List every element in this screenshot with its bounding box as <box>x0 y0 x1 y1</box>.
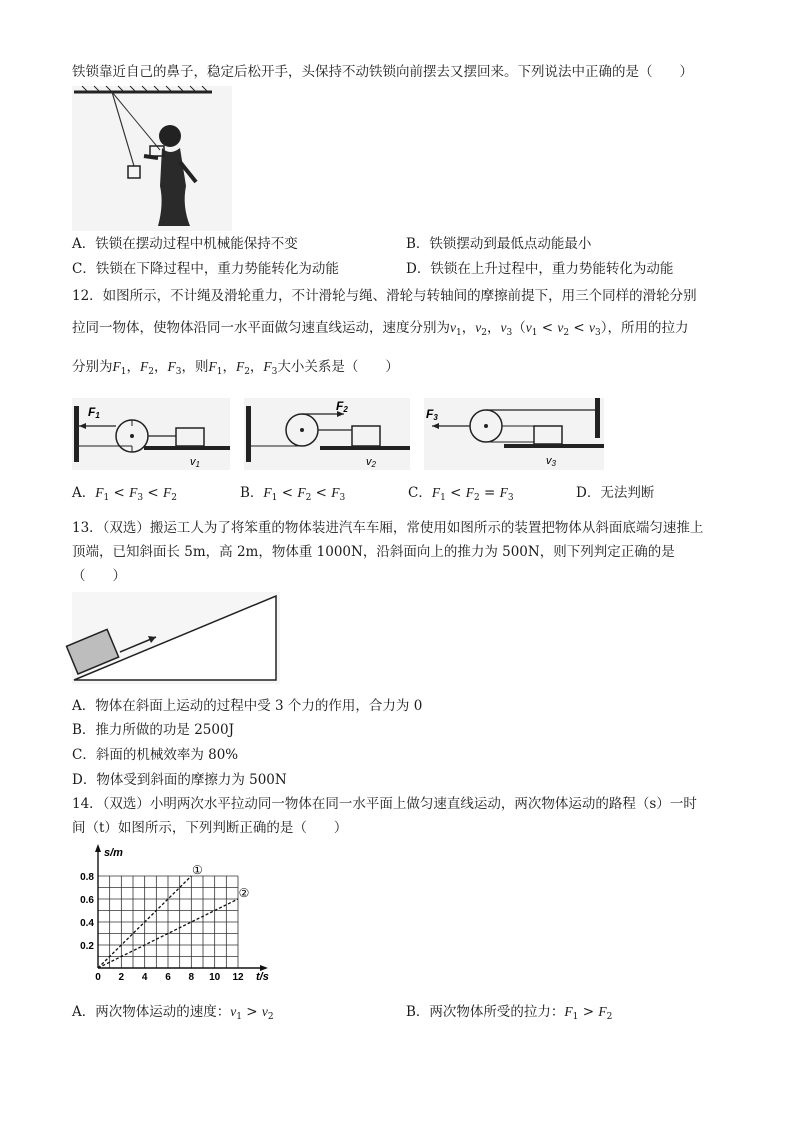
x-axis-label: t/s <box>256 971 269 983</box>
q14-stem-line1: 14．（双选）小明两次水平拉动同一物体在同一水平面上做匀速直线运动，两次物体运动的路程（s）一时 <box>72 796 697 812</box>
f3-label: F3 <box>426 407 438 422</box>
q11-option-a: A．铁锁在摆动过程中机械能保持不变 <box>72 236 298 252</box>
q12-option-c: C．$F_1 < F_2 = F_3$ <box>408 485 514 503</box>
q14-st-chart <box>72 842 282 982</box>
x-tick-label: 10 <box>209 972 221 983</box>
y-tick-label: 0.6 <box>80 895 94 906</box>
q14-stem-line2: 间（t）如图所示，下列判断正确的是（ ） <box>72 820 348 836</box>
q14-option-b: B．两次物体所受的拉力：$F_1 > F_2$ <box>406 1004 613 1022</box>
x-tick-label: 2 <box>118 972 125 983</box>
series-label-1: ① <box>191 863 203 877</box>
q13-incline-figure <box>72 592 280 684</box>
x-tick-label: 4 <box>141 972 148 983</box>
q12-pulley-figure-3 <box>424 398 604 470</box>
q13-option-d: D．物体受到斜面的摩擦力为 500N <box>72 772 287 788</box>
y-tick-label: 0.4 <box>80 918 94 929</box>
q14-option-a: A．两次物体运动的速度：$v_1 > v_2$ <box>72 1004 274 1022</box>
x-tick-label: 6 <box>165 972 171 983</box>
y-tick-label: 0.8 <box>80 872 94 883</box>
q12-option-b: B．$F_1 < F_2 < F_3$ <box>240 485 346 503</box>
q12-option-d: D．无法判断 <box>576 485 655 501</box>
v1-label: v1 <box>190 456 200 469</box>
q12-pulley-figure-1 <box>72 398 230 470</box>
q11-option-c: C．铁锁在下降过程中，重力势能转化为动能 <box>72 261 339 277</box>
q11-stem: 铁锁靠近自己的鼻子，稳定后松开手，头保持不动铁锁向前摆去又摆回来。下列说法中正确的是（ ） <box>72 64 693 80</box>
q11-option-b: B．铁锁摆动到最低点动能最小 <box>406 236 592 252</box>
v2-label: v2 <box>366 456 376 469</box>
y-axis-arrow <box>95 844 101 852</box>
f2-label: F2 <box>336 399 348 414</box>
q13-option-c: C．斜面的机械效率为 80% <box>72 747 239 763</box>
q12-pulley-figure-2 <box>244 398 410 470</box>
q11-option-d: D．铁锁在上升过程中，重力势能转化为动能 <box>406 261 674 277</box>
series-label-2: ② <box>238 886 250 900</box>
v3-label: v3 <box>546 455 556 468</box>
q12-stem-line1: 12．如图所示，不计绳及滑轮重力，不计滑轮与绳、滑轮与转轴间的摩擦前提下，用三个同样的滑轮分别 <box>72 288 697 304</box>
x-tick-label: 8 <box>188 972 195 983</box>
y-tick-label: 0.2 <box>80 941 94 952</box>
q13-stem-line1: 13．（双选）搬运工人为了将笨重的物体装进汽车车厢，常使用如图所示的装置把物体从斜面底端匀速推上 <box>72 520 704 536</box>
x-tick-label: 12 <box>232 972 244 983</box>
f1-label: F1 <box>88 405 100 420</box>
q13-option-b: B．推力所做的功是 2500J <box>72 722 234 738</box>
q12-stem-line3: 分别为$F_1$，$F_2$，$F_3$，则$F_1$，$F_2$，$F_3$大小关系是（ ） <box>72 359 399 377</box>
q13-option-a: A．物体在斜面上运动的过程中受 3 个力的作用，合力为 0 <box>72 698 423 714</box>
q13-stem-line2: 顶端，已知斜面长 5m，高 2m，物体重 1000N，沿斜面向上的推力为 500N，则下列判定正确的是 <box>72 544 675 560</box>
q13-stem-line3: （ ） <box>72 568 126 584</box>
q11-pendulum-figure <box>72 86 232 231</box>
q12-option-a: A．$F_1 < F_3 < F_2$ <box>72 485 178 503</box>
y-axis-label: s/m <box>104 847 123 859</box>
x-tick-label: 0 <box>95 972 101 983</box>
q12-stem-line2: 拉同一物体，使物体沿同一水平面做匀速直线运动，速度分别为$v_1$，$v_2$，$v_3(v_1 < v_2 < v_3)$，所用的拉力 <box>72 320 689 338</box>
